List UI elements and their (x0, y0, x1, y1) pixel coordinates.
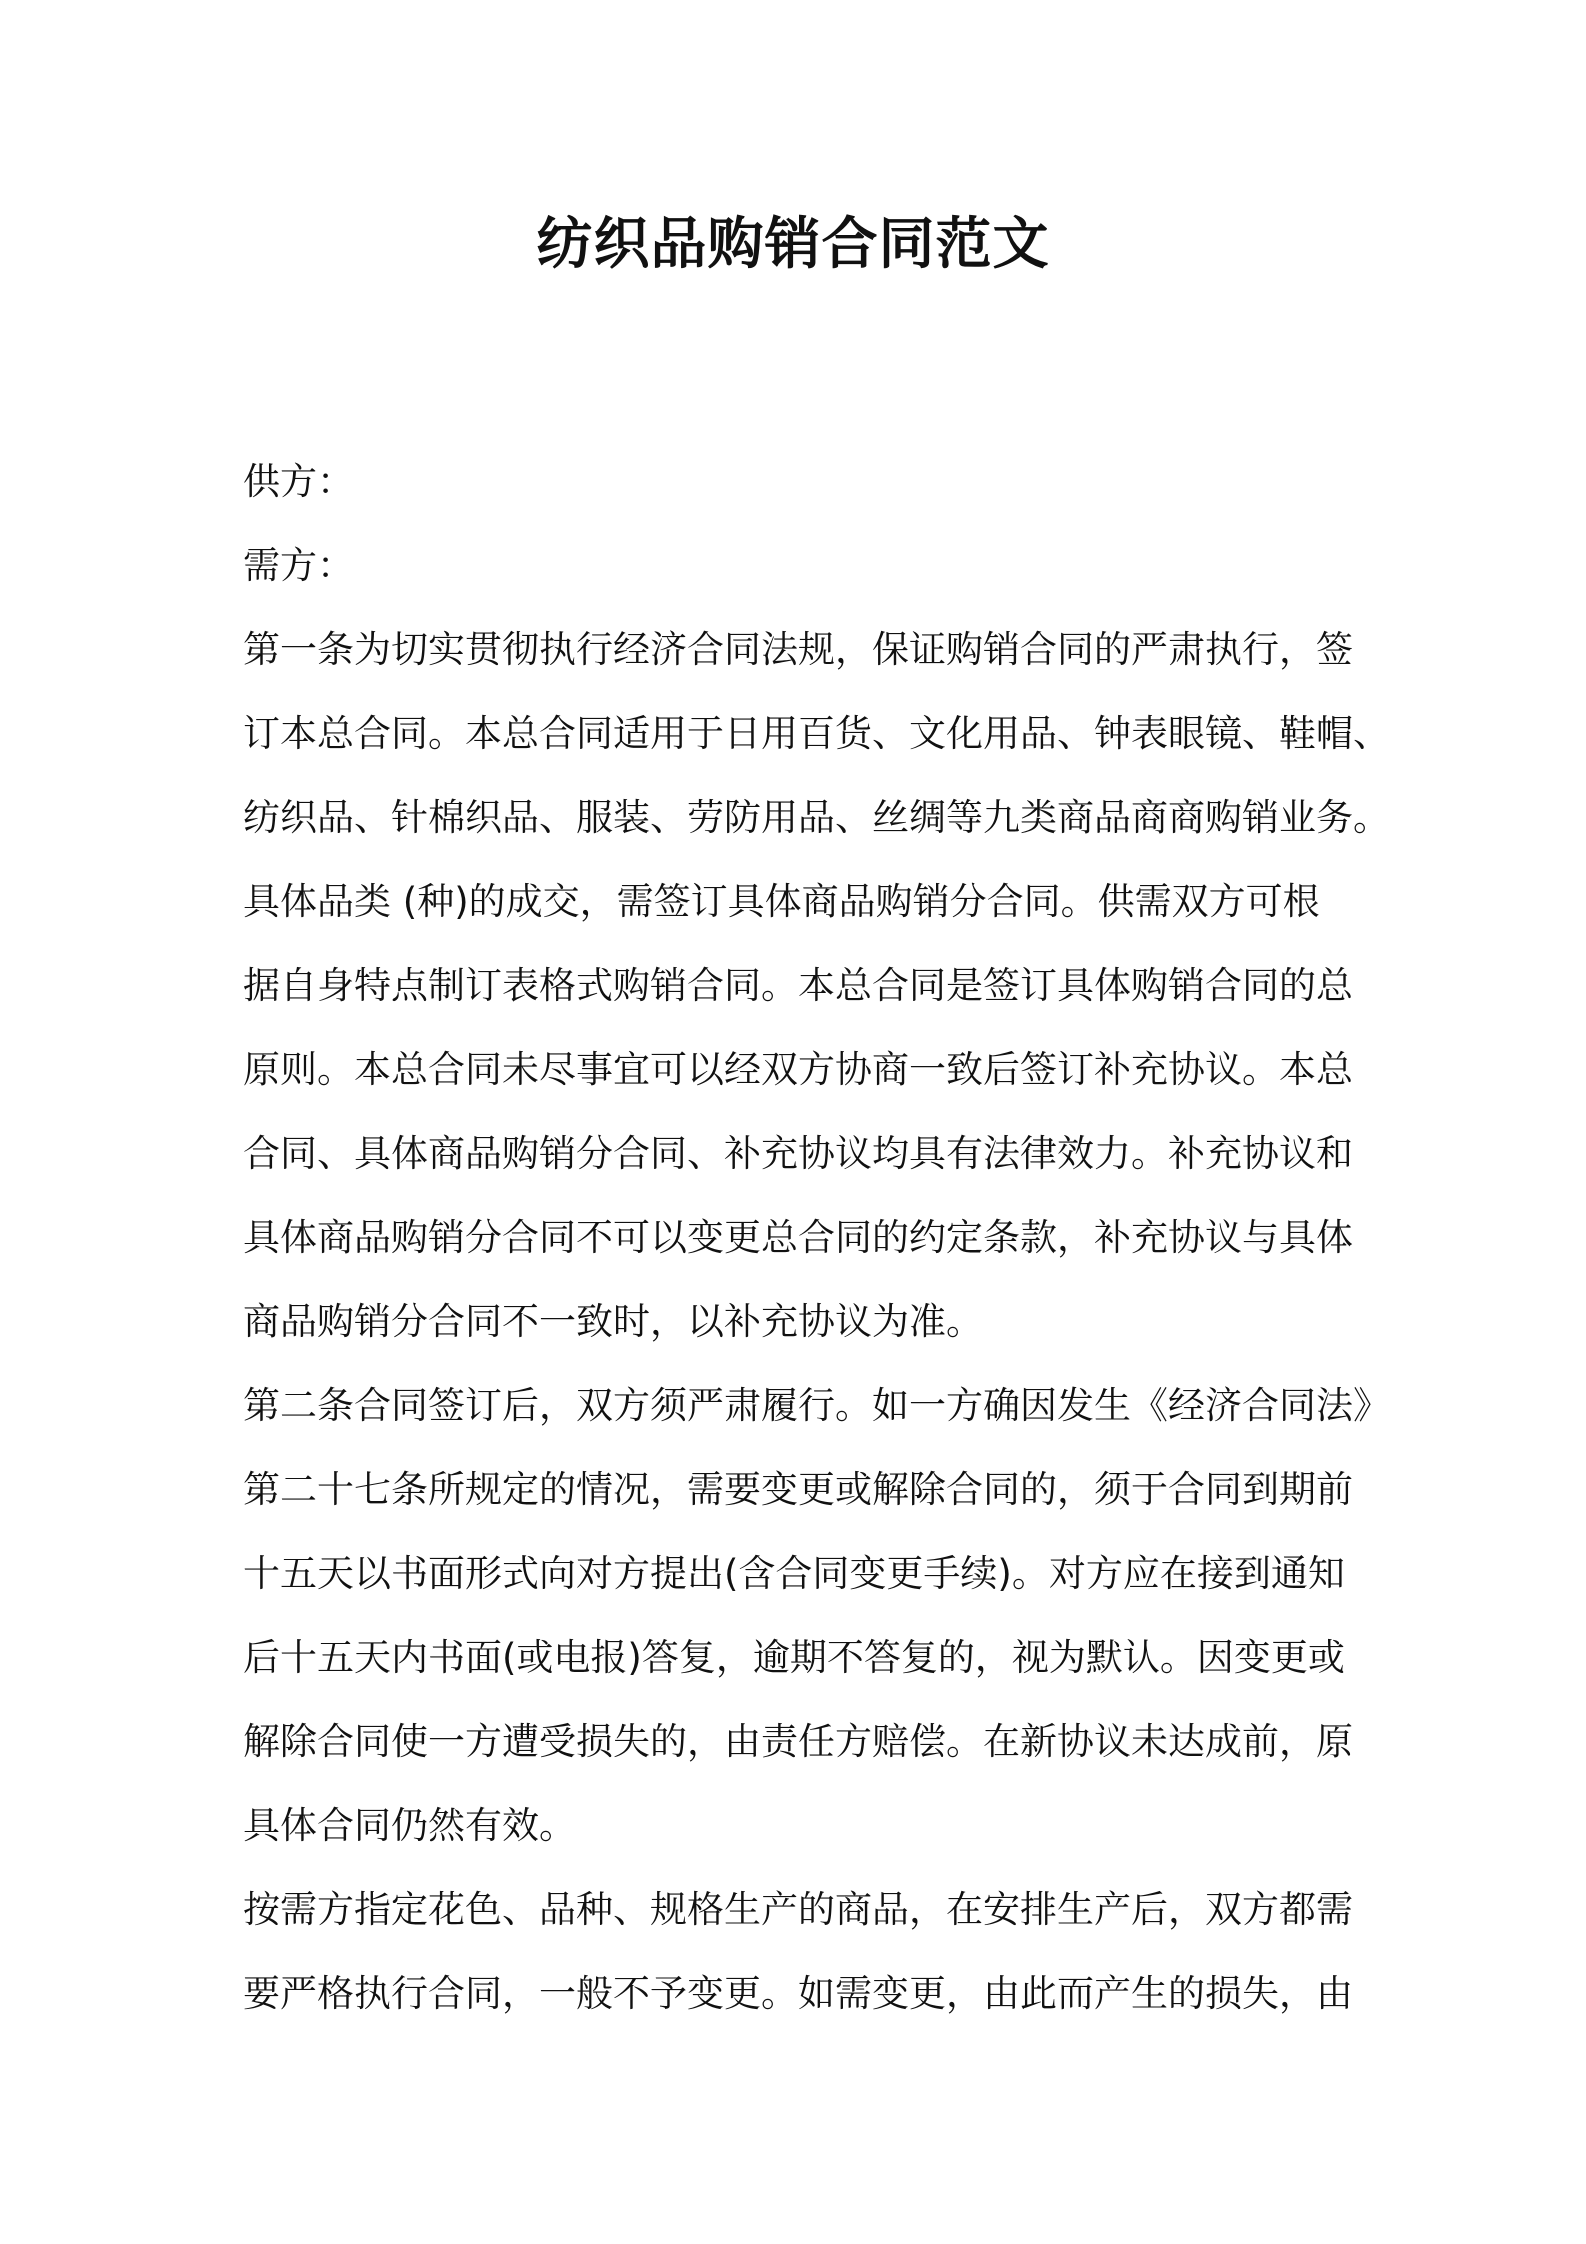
body-line: 订本总合同。本总合同适用于日用百货、文化用品、钟表眼镜、鞋帽、 (243, 712, 1390, 755)
body-line: 纺织品、针棉织品、服装、劳防用品、丝绸等九类商品商商购销业务。 (243, 796, 1390, 839)
body-line: 合同、具体商品购销分合同、补充协议均具有法律效力。补充协议和 (243, 1132, 1353, 1175)
body-line: 第二十七条所规定的情况，需要变更或解除合同的，须于合同到期前 (243, 1468, 1353, 1511)
body-line: 具体商品购销分合同不可以变更总合同的约定条款，补充协议与具体 (243, 1216, 1353, 1259)
document-body (243, 440, 1390, 2036)
body-line: 解除合同使一方遭受损失的，由责任方赔偿。在新协议未达成前，原 (243, 1720, 1353, 1763)
body-line: 要严格执行合同，一般不予变更。如需变更，由此而产生的损失，由 (243, 1972, 1353, 2015)
body-line: 商品购销分合同不一致时，以补充协议为准。 (243, 1300, 983, 1343)
body-line: 后十五天内书面(或电报)答复，逾期不答复的，视为默认。因变更或 (243, 1636, 1345, 1679)
buyer-label: 需方： (243, 544, 354, 587)
body-line: 据自身特点制订表格式购销合同。本总合同是签订具体购销合同的总 (243, 964, 1353, 1007)
body-line: 原则。本总合同未尽事宜可以经双方协商一致后签订补充协议。本总 (243, 1048, 1353, 1091)
body-line: 第一条为切实贯彻执行经济合同法规，保证购销合同的严肃执行，签 (243, 628, 1353, 671)
body-line: 具体品类 (种)的成交，需签订具体商品购销分合同。供需双方可根 (243, 880, 1320, 923)
document-title: 纺织品购销合同范文 (536, 212, 1050, 277)
body-line: 十五天以书面形式向对方提出(含合同变更手续)。对方应在接到通知 (243, 1552, 1345, 1595)
body-line: 按需方指定花色、品种、规格生产的商品，在安排生产后，双方都需 (243, 1888, 1353, 1931)
body-line: 第二条合同签订后，双方须严肃履行。如一方确因发生《经济合同法》 (243, 1384, 1390, 1427)
supplier-label: 供方： (243, 460, 354, 503)
body-line: 具体合同仍然有效。 (243, 1804, 576, 1847)
